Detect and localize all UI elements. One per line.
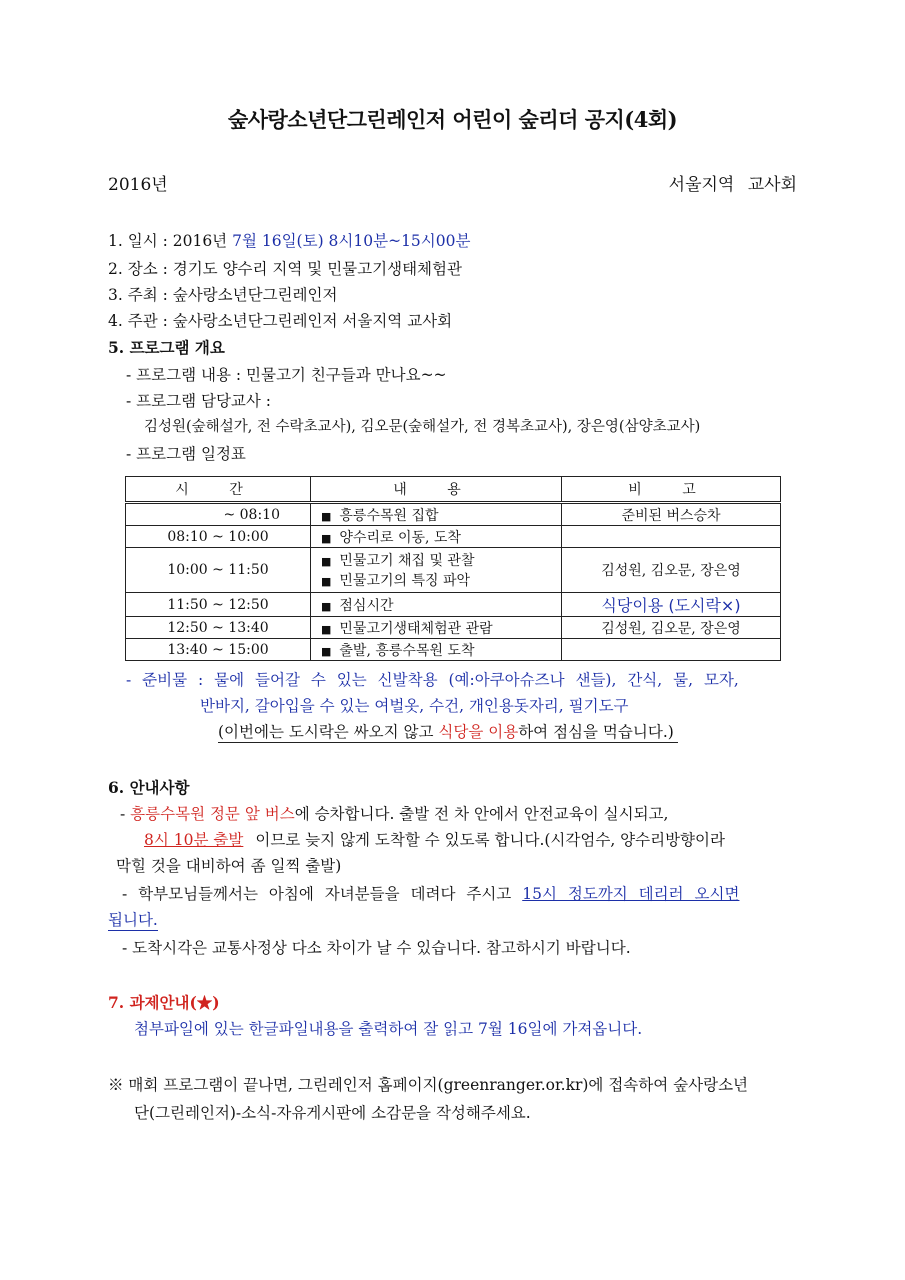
bullet-icon: ■ xyxy=(321,575,332,588)
row-time: 10:00 ~ 11:50 xyxy=(126,548,311,593)
row-content: ■ 출발, 흥릉수목원 도착 xyxy=(311,639,562,661)
row-note: 식당이용 (도시락×) xyxy=(562,593,781,617)
organizer-header: 서울지역 교사회 xyxy=(668,175,797,195)
program-heading: 5. 프로그램 개요 xyxy=(108,338,225,357)
table-row xyxy=(126,526,781,548)
row-time: 11:50 ~ 12:50 xyxy=(126,593,311,617)
notice-line-5: 됩니다. xyxy=(108,908,158,931)
row-time: ~ 08:10 xyxy=(126,503,311,526)
item-place: 2. 장소 : 경기도 양수리 지역 및 민물고기생태체험관 xyxy=(108,260,462,278)
header-time: 시 간 xyxy=(126,477,311,503)
row-content: ■ 양수리로 이동, 도착 xyxy=(311,526,562,548)
date-value: 7월 16일(토) 8시10분~15시00분 xyxy=(232,232,471,250)
year-label: 2016년 xyxy=(108,175,168,195)
table-row xyxy=(126,503,781,526)
program-teachers-label: - 프로그램 담당교사 : xyxy=(126,392,272,410)
prep-line-2: 반바지, 갈아입을 수 있는 여벌옷, 수건, 개인용돗자리, 필기도구 xyxy=(200,697,629,715)
row-note: 김성원, 김오문, 장은영 xyxy=(562,548,781,593)
notice-heading: 6. 안내사항 xyxy=(108,778,190,797)
notice-line-2: 8시 10분 출발 이므로 늦지 않게 도착할 수 있도록 합니다.(시각엄수, 양수리방향이라 xyxy=(144,831,725,849)
task-heading: 7. 과제안내(★) xyxy=(108,993,220,1012)
row-time: 13:40 ~ 15:00 xyxy=(126,639,311,661)
bullet-icon: ■ xyxy=(321,644,332,658)
bullet-icon: ■ xyxy=(321,531,332,545)
item-manage: 4. 주관 : 숲사랑소년단그린레인저 서울지역 교사회 xyxy=(108,312,453,330)
prep-line-1: - 준비물 : 물에 들어갈 수 있는 신발착용 (예:아쿠아슈즈나 샌들), 간식, 물, 모자, xyxy=(126,671,739,689)
notice-line-1: - 흥릉수목원 정문 앞 버스에 승차합니다. 출발 전 차 안에서 안전교육이 실시되고, xyxy=(120,805,669,823)
program-schedule-label: - 프로그램 일정표 xyxy=(126,445,246,463)
prep-line-3: (이번에는 도시락은 싸오지 않고 식당을 이용하여 점심을 먹습니다.) xyxy=(218,720,678,743)
page-title: 숲사랑소년단그린레인저 어린이 숲리더 공지(4회) xyxy=(227,107,678,132)
footer-line-2: 단(그린레인저)-소식-자유게시판에 소감문을 작성해주세요. xyxy=(134,1104,531,1122)
header-note: 비 고 xyxy=(562,477,781,503)
header-content: 내 용 xyxy=(311,477,562,503)
row-content: ■ 흥릉수목원 집합 xyxy=(311,503,562,526)
row-note xyxy=(562,526,781,548)
schedule-header-row xyxy=(126,477,781,503)
bullet-icon: ■ xyxy=(321,599,332,613)
schedule-table xyxy=(125,476,781,661)
item-host: 3. 주최 : 숲사랑소년단그린레인저 xyxy=(108,286,338,304)
item-date: 1. 일시 : 2016년 7월 16일(토) 8시10분~15시00분 xyxy=(108,232,471,250)
bullet-icon: ■ xyxy=(321,555,332,568)
notice-line-3: 막힐 것을 대비하여 좀 일찍 출발) xyxy=(116,857,342,875)
notice-line-6: - 도착시각은 교통사정상 다소 차이가 날 수 있습니다. 참고하시기 바랍니다. xyxy=(122,939,631,957)
row-note xyxy=(562,639,781,661)
table-row xyxy=(126,639,781,661)
program-teachers: 김성원(숲해설가, 전 수락초교사), 김오문(숲해설가, 전 경복초교사), 장은영(삼양초교사) xyxy=(144,419,701,435)
table-row xyxy=(126,593,781,617)
row-content: ■ 점심시간 xyxy=(311,593,562,617)
program-content: - 프로그램 내용 : 민물고기 친구들과 만나요~~ xyxy=(126,366,447,384)
row-time: 08:10 ~ 10:00 xyxy=(126,526,311,548)
row-note: 준비된 버스승차 xyxy=(562,503,781,526)
task-text: 첨부파일에 있는 한글파일내용을 출력하여 잘 읽고 7월 16일에 가져옵니다. xyxy=(134,1020,643,1038)
footer-line-1: ※ 매회 프로그램이 끝나면, 그린레인저 홈페이지(greenranger.or.kr)에 접속하여 숲사랑소년 xyxy=(108,1076,749,1094)
row-content: ■ 민물고기 채집 및 관찰 ■ 민물고기의 특징 파악 xyxy=(311,548,562,593)
bullet-icon: ■ xyxy=(321,622,332,636)
bullet-icon: ■ xyxy=(321,509,332,523)
notice-line-4: - 학부모님들께서는 아침에 자녀분들을 데려다 주시고 15시 정도까지 데리러 오시면 xyxy=(122,885,740,903)
table-row xyxy=(126,617,781,639)
table-row xyxy=(126,548,781,593)
row-time: 12:50 ~ 13:40 xyxy=(126,617,311,639)
row-content: ■ 민물고기생태체험관 관람 xyxy=(311,617,562,639)
row-note: 김성원, 김오문, 장은영 xyxy=(562,617,781,639)
